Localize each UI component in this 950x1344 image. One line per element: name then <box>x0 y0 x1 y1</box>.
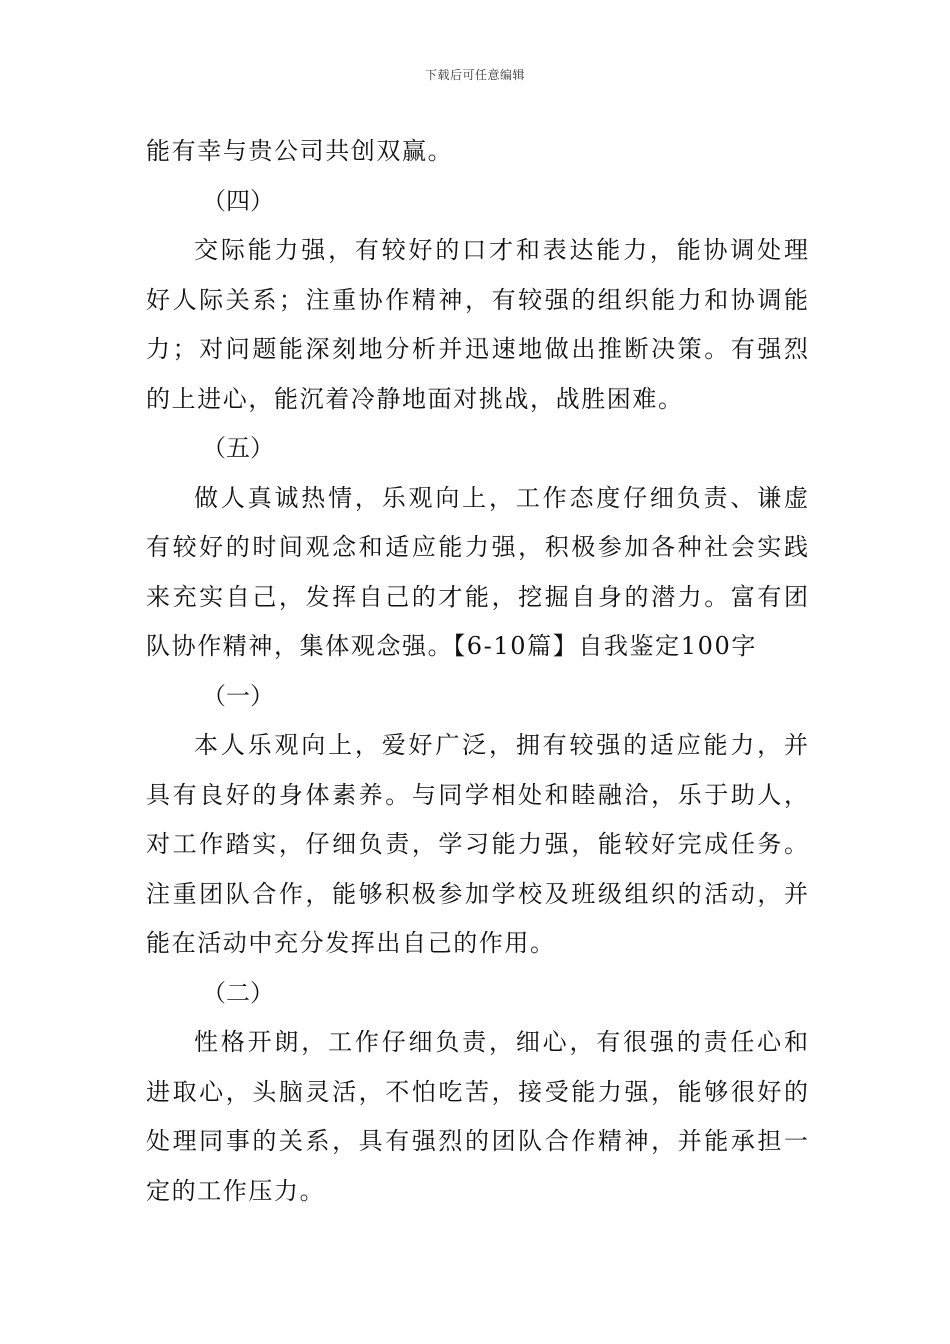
text-line: 处理同事的关系，具有强烈的团队合作精神，并能承担一 <box>146 1127 808 1155</box>
text-line: 好人际关系；注重协作精神，有较强的组织能力和协调能 <box>146 285 808 314</box>
text-line: 本人乐观向上，爱好广泛，拥有较强的适应能力，并 <box>194 731 808 759</box>
section-heading: （一） <box>202 681 274 710</box>
text-line: 注重团队合作，能够积极参加学校及班级组织的活动，并 <box>146 879 808 908</box>
text-line: 交际能力强，有较好的口才和表达能力，能协调处理 <box>194 236 808 264</box>
text-line: 队协作精神，集体观念强。【6-10篇】自我鉴定100字 <box>146 632 757 660</box>
text-line: 来充实自己，发挥自己的才能，挖掘自身的潜力。富有团 <box>146 582 808 611</box>
section-heading: （二） <box>202 978 274 1007</box>
section-heading: （五） <box>202 434 274 462</box>
text-line: 的上进心，能沉着冷静地面对挑战，战胜困难。 <box>146 384 684 413</box>
header-note: 下载后可任意编辑 <box>424 68 525 82</box>
text-line: 做人真诚热情，乐观向上，工作态度仔细负责、谦虚 <box>194 483 808 512</box>
text-line: 对工作踏实，仔细负责，学习能力强，能较好完成任务。 <box>146 830 808 858</box>
text-line: 性格开朗，工作仔细负责，细心，有很强的责任心和 <box>194 1028 808 1056</box>
document-body <box>146 127 808 1216</box>
text-line: 能有幸与贵公司共创双赢。 <box>146 137 454 165</box>
text-line: 有较好的时间观念和适应能力强，积极参加各种社会实践 <box>146 533 808 561</box>
text-line: 具有良好的身体素养。与同学相处和睦融洽，乐于助人， <box>146 780 808 809</box>
text-line: 进取心，头脑灵活，不怕吃苦，接受能力强，能够很好的 <box>146 1077 808 1106</box>
text-line: 力；对问题能深刻地分析并迅速地做出推断决策。有强烈 <box>146 335 808 363</box>
section-heading: （四） <box>202 186 274 215</box>
text-line: 能在活动中充分发挥出自己的作用。 <box>146 929 556 957</box>
text-line: 定的工作压力。 <box>146 1176 326 1205</box>
